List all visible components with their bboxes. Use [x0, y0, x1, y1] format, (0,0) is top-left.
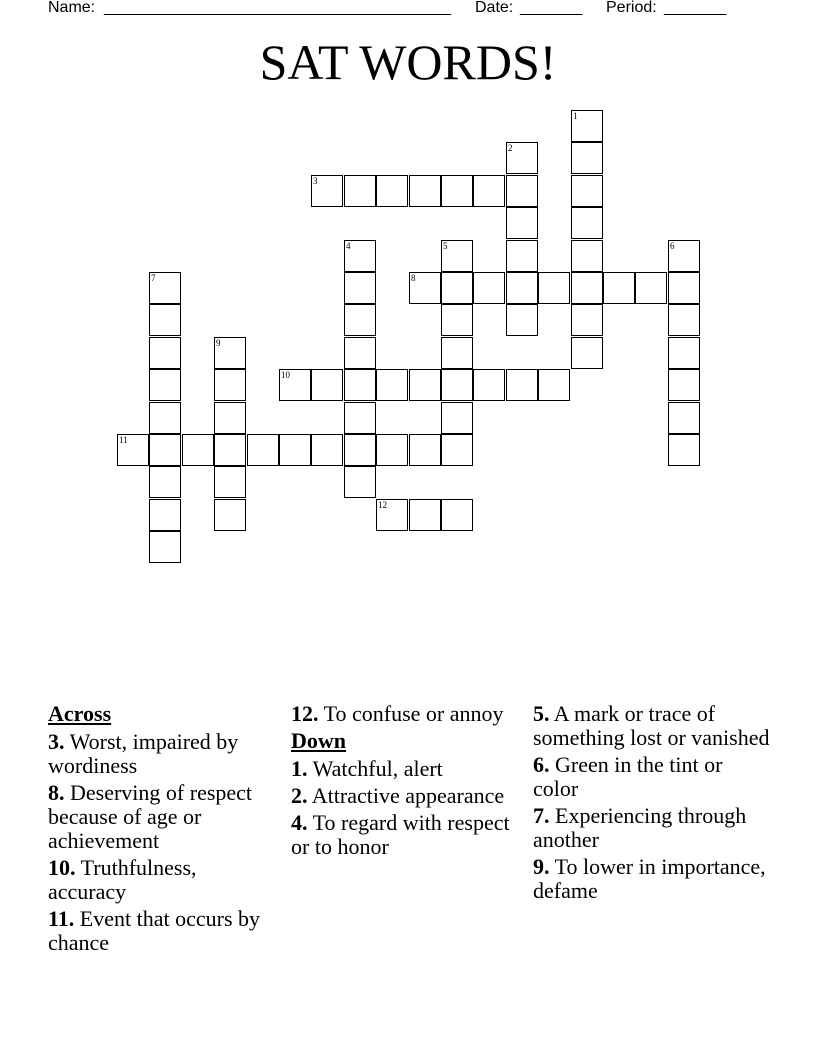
clue-text: To lower in importance, defame: [533, 854, 766, 903]
grid-cell[interactable]: [409, 369, 441, 401]
grid-cell[interactable]: [344, 466, 376, 498]
grid-cell[interactable]: [668, 369, 700, 401]
clue-number: 11.: [48, 906, 75, 931]
grid-cell[interactable]: [117, 434, 149, 466]
grid-cell[interactable]: [441, 240, 473, 272]
grid-cell[interactable]: [149, 369, 181, 401]
grid-cell[interactable]: [344, 369, 376, 401]
grid-cell[interactable]: [506, 304, 538, 336]
clue-text: A mark or trace of something lost or vanished: [533, 701, 770, 750]
clue-number: 9.: [533, 854, 550, 879]
period-blank[interactable]: _______: [664, 0, 727, 16]
grid-cell[interactable]: [441, 499, 473, 531]
grid-cell[interactable]: [603, 272, 635, 304]
grid-cell[interactable]: [149, 304, 181, 336]
grid-cell[interactable]: [344, 272, 376, 304]
down-heading: Down: [291, 728, 347, 753]
grid-cell[interactable]: [441, 337, 473, 369]
grid-cell[interactable]: [214, 369, 246, 401]
clue-number: 12.: [291, 701, 319, 726]
clues-column-3: [533, 702, 773, 906]
grid-cell[interactable]: [214, 499, 246, 531]
grid-cell[interactable]: [182, 434, 214, 466]
clue-across-11: [48, 907, 278, 955]
grid-cell[interactable]: [473, 272, 505, 304]
clue-down-9: [533, 855, 773, 903]
grid-cell[interactable]: [344, 337, 376, 369]
grid-cell[interactable]: [214, 402, 246, 434]
grid-cell[interactable]: [149, 337, 181, 369]
grid-cell[interactable]: [571, 142, 603, 174]
grid-cell[interactable]: [441, 304, 473, 336]
clue-across-10: [48, 856, 278, 904]
clue-down-2: [291, 784, 523, 808]
clue-text: Worst, impaired by wordiness: [48, 729, 239, 778]
clue-down-7: [533, 804, 773, 852]
grid-cell[interactable]: [571, 272, 603, 304]
clue-number: 4.: [291, 810, 308, 835]
clue-text: Watchful, alert: [312, 756, 443, 781]
grid-cell[interactable]: [506, 272, 538, 304]
date-label: Date:: [475, 0, 514, 16]
grid-cell[interactable]: [214, 434, 246, 466]
grid-cell[interactable]: [473, 369, 505, 401]
grid-cell[interactable]: [279, 434, 311, 466]
across-heading: Across: [48, 701, 112, 726]
grid-cell[interactable]: [668, 434, 700, 466]
grid-cell[interactable]: [571, 207, 603, 239]
grid-cell[interactable]: [311, 369, 343, 401]
clue-number: 1.: [291, 756, 308, 781]
clue-number-label: 8: [411, 273, 416, 283]
grid-cell[interactable]: [506, 369, 538, 401]
grid-cell[interactable]: [149, 466, 181, 498]
clue-number: 8.: [48, 780, 65, 805]
grid-cell[interactable]: [668, 272, 700, 304]
clue-number-label: 6: [670, 241, 675, 251]
grid-cell[interactable]: [376, 434, 408, 466]
grid-cell[interactable]: [344, 304, 376, 336]
grid-cell[interactable]: [441, 402, 473, 434]
clue-text: To regard with respect or to honor: [291, 810, 510, 859]
clue-number-label: 7: [151, 273, 156, 283]
clue-across-12: [291, 702, 523, 726]
grid-cell[interactable]: [473, 175, 505, 207]
clue-across-8: [48, 781, 278, 853]
clue-down-1: [291, 757, 523, 781]
page-title: SAT WORDS!: [259, 34, 557, 90]
name-label: Name:: [48, 0, 96, 16]
grid-cell[interactable]: [506, 240, 538, 272]
clue-number: 2.: [291, 783, 308, 808]
clues-column-1: [48, 702, 278, 958]
date-blank[interactable]: _______: [520, 0, 583, 16]
clue-number-label: 11: [119, 435, 128, 445]
clue-text: To confuse or annoy: [323, 701, 504, 726]
grid-cell[interactable]: [311, 175, 343, 207]
grid-cell[interactable]: [344, 240, 376, 272]
grid-cell[interactable]: [409, 499, 441, 531]
clues-column-2: [291, 702, 523, 862]
grid-cell[interactable]: [344, 402, 376, 434]
grid-cell[interactable]: [409, 272, 441, 304]
name-blank[interactable]: _______________________________________: [104, 0, 452, 16]
grid-cell[interactable]: [571, 175, 603, 207]
clue-number-label: 3: [313, 176, 318, 186]
grid-cell[interactable]: [376, 175, 408, 207]
clue-number: 7.: [533, 803, 550, 828]
grid-cell[interactable]: [441, 272, 473, 304]
grid-cell[interactable]: [668, 402, 700, 434]
grid-cell[interactable]: [441, 175, 473, 207]
clue-number-label: 12: [378, 500, 387, 510]
clue-text: Green in the tint or color: [533, 752, 723, 801]
period-label: Period:: [606, 0, 657, 16]
grid-cell[interactable]: [247, 434, 279, 466]
grid-cell[interactable]: [149, 402, 181, 434]
grid-cell[interactable]: [506, 175, 538, 207]
clue-text: Attractive appearance: [311, 783, 505, 808]
clue-down-6: [533, 753, 773, 801]
grid-cell[interactable]: [441, 434, 473, 466]
clue-text: Deserving of respect because of age or achievement: [48, 780, 253, 853]
grid-cell[interactable]: [149, 434, 181, 466]
grid-cell[interactable]: [376, 499, 408, 531]
clue-text: Event that occurs by chance: [48, 906, 261, 955]
grid-cell[interactable]: [149, 272, 181, 304]
clue-number: 5.: [533, 701, 550, 726]
grid-cell[interactable]: [668, 304, 700, 336]
clue-number: 6.: [533, 752, 550, 777]
grid-cell[interactable]: [635, 272, 667, 304]
grid-cell[interactable]: [409, 175, 441, 207]
grid-cell[interactable]: [571, 240, 603, 272]
grid-cell[interactable]: [279, 369, 311, 401]
clue-text: Truthfulness, accuracy: [48, 855, 197, 904]
grid-cell[interactable]: [538, 369, 570, 401]
grid-cell[interactable]: [571, 110, 603, 142]
grid-cell[interactable]: [538, 272, 570, 304]
grid-cell[interactable]: [506, 207, 538, 239]
clue-across-3: [48, 730, 278, 778]
grid-cell[interactable]: [214, 466, 246, 498]
grid-cell[interactable]: [441, 369, 473, 401]
grid-cell[interactable]: [376, 369, 408, 401]
clue-number-label: 5: [443, 241, 448, 251]
grid-cell[interactable]: [311, 434, 343, 466]
grid-cell[interactable]: [506, 142, 538, 174]
clue-number: 10.: [48, 855, 76, 880]
grid-cell[interactable]: [344, 434, 376, 466]
grid-cell[interactable]: [409, 434, 441, 466]
grid-cell[interactable]: [668, 240, 700, 272]
clue-number: 3.: [48, 729, 65, 754]
grid-cell[interactable]: [214, 337, 246, 369]
grid-cell[interactable]: [668, 337, 700, 369]
clue-number-label: 1: [573, 111, 578, 121]
clue-text: Experiencing through another: [533, 803, 747, 852]
clue-number-label: 9: [216, 338, 221, 348]
grid-cell[interactable]: [344, 175, 376, 207]
grid-cell[interactable]: [149, 499, 181, 531]
clue-down-5: [533, 702, 773, 750]
grid-cell[interactable]: [571, 337, 603, 369]
clue-number-label: 2: [508, 143, 513, 153]
clue-down-4: [291, 811, 523, 859]
grid-cell[interactable]: [571, 304, 603, 336]
clue-number-label: 10: [281, 370, 290, 380]
grid-cell[interactable]: [149, 531, 181, 563]
clue-number-label: 4: [346, 241, 351, 251]
